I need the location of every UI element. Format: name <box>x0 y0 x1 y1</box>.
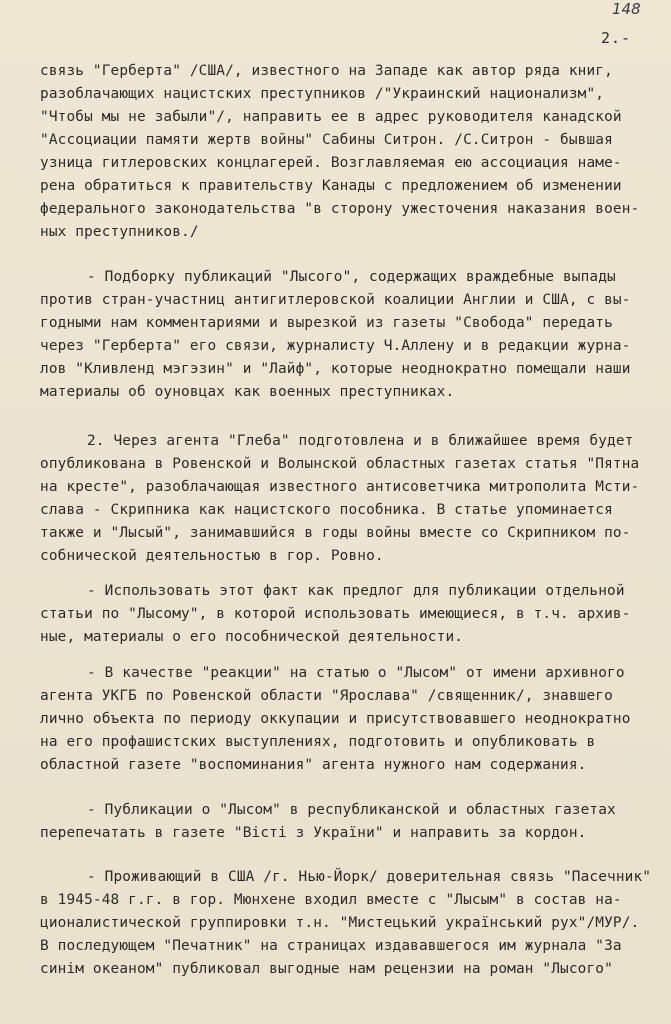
text-line: "Ассоциации памяти жертв войны" Сабины Ситрон. /С.Ситрон - бывшая <box>40 132 613 148</box>
text-line: собнической деятельностью в гор. Ровно. <box>40 548 384 564</box>
text-line: лично объекта по периоду оккупации и присутствовавшего неоднократно <box>40 711 631 727</box>
text-line: рена обратиться к правительству Канады с предложением об изменении <box>40 178 622 194</box>
text-line: "Чтобы мы не забыли"/, направить ее в адрес руководителя канадской <box>40 109 622 125</box>
text-line: ционалистической группировки т.н. "Мистецький український рух"/МУР/. <box>40 915 640 931</box>
text-line: 2. Через агента "Глеба" подготовлена и в ближайшее время будет <box>87 433 634 449</box>
text-line: на кресте", разоблачающая известного антисоветчика митрополита Мсти- <box>40 479 640 495</box>
text-line: через "Герберта" его связи, журналисту Ч.Аллену и в редакции журна- <box>40 338 631 354</box>
text-line: связь "Герберта" /США/, известного на Западе как автор ряда книг, <box>40 63 613 79</box>
text-line: В последующем "Печатник" на страницах издававшегося им журнала "За <box>40 938 622 954</box>
text-line: - В качестве "реакции" на статью о "Лысом" от имени архивного <box>87 665 625 681</box>
text-line: опубликована в Ровенской и Волынской областных газетах статья "Пятна <box>40 456 640 472</box>
text-line: ные, материалы о его пособнической деятельности. <box>40 629 464 645</box>
text-line: синiм океаном" публиковал выгодные нам рецензии на роман "Лысого" <box>40 961 613 977</box>
text-line: против стран-участниц антигитлеровской коалиции Англии и США, с вы- <box>40 292 631 308</box>
text-line: - Проживающий в США /г. Нью-Йорк/ доверительная связь "Пасечник" <box>87 869 652 885</box>
text-line: агента УКГБ по Ровенской области "Ярослава" /священник/, знавшего <box>40 688 613 704</box>
text-line: материалы об оуновцах как военных преступниках. <box>40 384 455 400</box>
text-line: статьи по "Лысому", в которой использовать имеющиеся, в т.ч. архив- <box>40 606 631 622</box>
text-line: на его профашистских выступлениях, подготовить и опубликовать в <box>40 734 596 750</box>
text-line: разоблачающих нацистских преступников /"Украинский национализм", <box>40 86 605 102</box>
text-line: слава - Скрипника как нацистского пособника. В статье упоминается <box>40 502 613 518</box>
text-line: федерального законодательства "в сторону ужесточения наказания воен- <box>40 201 640 217</box>
text-line: - Подборку публикаций "Лысого", содержащих враждебные выпады <box>87 269 616 285</box>
text-line: в 1945-48 г.г. в гор. Мюнхене входил вместе с "Лысым" в состав на- <box>40 892 622 908</box>
text-line: также и "Лысый", занимавшийся в годы войны вместе со Скрипником по- <box>40 525 631 541</box>
folio-number: 148 <box>612 0 641 18</box>
text-line: областной газете "воспоминания" агента нужного нам содержания. <box>40 757 587 773</box>
text-line: ных преступников./ <box>40 224 199 240</box>
text-line: лов "Кливленд мэгэзин" и "Лайф", которые неоднократно помещали наши <box>40 361 631 377</box>
page-number: 2.- <box>601 29 632 47</box>
text-line: узница гитлеровских концлагерей. Возглавляемая ею ассоциация наме- <box>40 155 622 171</box>
text-line: перепечатать в газете "Вiстi з України" и направить за кордон. <box>40 825 587 841</box>
text-line: годными нам комментариями и вырезкой из газеты "Свобода" передать <box>40 315 613 331</box>
text-line: - Использовать этот факт как предлог для публикации отдельной <box>87 583 625 599</box>
text-line: - Публикации о "Лысом" в республиканской и областных газетах <box>87 802 616 818</box>
